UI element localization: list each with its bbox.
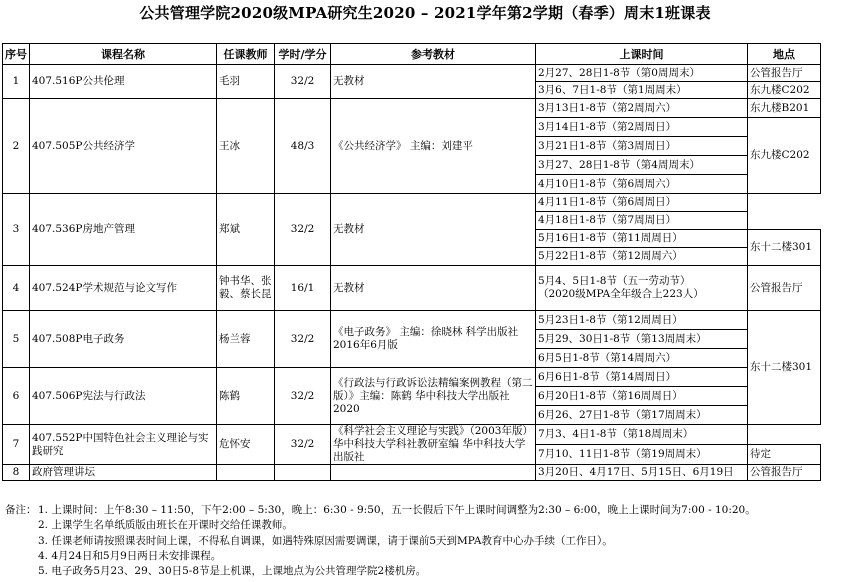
class-time-line: （2020级MPA全年级合上223人） <box>538 288 704 300</box>
course-teacher: 钟书华、张毅、蔡长昆 <box>217 266 275 311</box>
note-item <box>5 534 845 549</box>
course-textbook: 无教材 <box>331 266 536 311</box>
course-name: 政府管理讲坛 <box>30 465 217 481</box>
course-no: 2 <box>3 99 30 194</box>
table-row <box>3 425 821 445</box>
course-name: 407.516P公共伦理 <box>30 65 217 99</box>
class-time: 4月10日1-8节（第6周周六） <box>536 175 748 194</box>
course-teacher: 危怀安 <box>217 425 275 465</box>
course-teacher: 毛羽 <box>217 65 275 99</box>
note-text: 5. 电子政务5月23、29、30日5-8节是上机课，上课地点为公共管理学院2楼机房。 <box>38 565 427 578</box>
course-name: 407.524P学术规范与论文写作 <box>30 266 217 311</box>
course-hours: 32/2 <box>275 425 331 465</box>
course-hours: 16/1 <box>275 266 331 311</box>
course-hours: 32/2 <box>275 311 331 368</box>
schedule-table <box>2 43 821 481</box>
location-cell: 公管报告厅 <box>748 65 821 82</box>
class-time: 5月16日1-8节（第11周周日） <box>536 230 748 248</box>
class-time: 5月22日1-8节（第12周周六） <box>536 248 748 266</box>
header-teacher: 任课教师 <box>217 44 275 65</box>
course-teacher: 王冰 <box>217 99 275 194</box>
class-time: 7月10、11日1-8节（第19周周末） <box>536 445 748 465</box>
header-textbook: 参考教材 <box>331 44 536 65</box>
class-time: 3月27、28日1-8节（第4周周末） <box>536 156 748 175</box>
header-no: 序号 <box>3 44 30 65</box>
course-teacher: 杨兰蓉 <box>217 311 275 368</box>
course-no: 7 <box>3 425 30 465</box>
header-course-name: 课程名称 <box>30 44 217 65</box>
course-textbook: 无教材 <box>331 65 536 99</box>
course-no: 3 <box>3 194 30 266</box>
class-time: 4月18日1-8节（第7周周日） <box>536 212 748 230</box>
note-text: 4. 4月24日和5月9日两日未安排课程。 <box>38 549 222 562</box>
class-time: 5月29、30日1-8节（第13周周末） <box>536 330 748 349</box>
class-time: 6月20日1-8节（第16周周日） <box>536 387 748 406</box>
course-no: 6 <box>3 368 30 425</box>
class-time: 7月3、4日1-8节（第18周周末） <box>536 425 748 445</box>
table-row <box>3 368 821 387</box>
notes-section <box>5 503 845 579</box>
note-item <box>5 564 845 579</box>
course-textbook: 《行政法与行政诉讼法精编案例教程（第二版）》主编：陈鹤 华中科技大学出版社 2020 <box>331 368 536 425</box>
header-class-time: 上课时间 <box>536 44 748 65</box>
course-hours: 32/2 <box>275 194 331 266</box>
course-textbook: 无教材 <box>331 194 536 266</box>
location-cell: 东十二楼301 <box>748 230 821 266</box>
class-time <box>536 266 748 311</box>
course-textbook <box>331 465 536 481</box>
schedule-title: 公共管理学院2020级MPA研究生2020 – 2021学年第2学期（春季）周末1班课表 <box>139 4 711 22</box>
header-hours-credits: 学时/学分 <box>275 44 331 65</box>
class-time: 4月11日1-8节（第6周周日） <box>536 194 748 212</box>
course-teacher: 陈鹤 <box>217 368 275 425</box>
course-no: 8 <box>3 465 30 481</box>
course-name: 407.552P中国特色社会主义理论与实践研究 <box>30 425 217 465</box>
location-cell: 东十二楼301 <box>748 311 821 425</box>
class-time: 2月27、28日1-8节（第0周周末） <box>536 65 748 82</box>
header-row <box>3 44 821 65</box>
course-hours: 32/2 <box>275 65 331 99</box>
location-cell: 东九楼B201 <box>748 99 821 118</box>
location-cell: 东九楼C202 <box>748 118 821 194</box>
class-time: 3月14日1-8节（第2周周日） <box>536 118 748 137</box>
course-textbook: 《电子政务》 主编：徐晓林 科学出版社 2016年6月版 <box>331 311 536 368</box>
course-name: 407.508P电子政务 <box>30 311 217 368</box>
note-text: 3. 任课老师请按照课表时间上课，不得私自调课，如遇特殊原因需要调课，请于课前5天到MPA教育中心办手续（工作日）。 <box>38 534 613 547</box>
course-teacher <box>217 465 275 481</box>
class-time: 5月23日1-8节（第12周周日） <box>536 311 748 330</box>
note-item <box>5 518 845 533</box>
note-item <box>5 503 845 518</box>
course-name: 407.536P房地产管理 <box>30 194 217 266</box>
course-hours: 32/2 <box>275 368 331 425</box>
course-textbook: 《公共经济学》 主编：刘建平 <box>331 99 536 194</box>
course-teacher: 郑斌 <box>217 194 275 266</box>
location-cell: 东九楼C202 <box>748 82 821 99</box>
course-textbook: 《科学社会主义理论与实践》（2003年版） 华中科技大学科社教研室编 华中科技大学出版社 <box>331 425 536 465</box>
note-text: 1. 上课时间：上午8:30 – 11:50，下午2:00 – 5:30，晚上：6:30 - 9:50，五一长假后下午上课时间调整为2:30 – 6:00，晚上上课时间为7:00 - 10:20。 <box>38 504 756 516</box>
table-row <box>3 266 821 311</box>
table-row <box>3 465 821 481</box>
table-row <box>3 65 821 82</box>
course-no: 5 <box>3 311 30 368</box>
class-time-line: 5月4、5日1-8节（五一劳动节） <box>538 275 691 287</box>
course-no: 1 <box>3 65 30 99</box>
location-cell: 公管报告厅 <box>748 465 821 481</box>
course-hours <box>275 465 331 481</box>
location-cell: 公管报告厅 <box>748 266 821 311</box>
class-time: 3月20日、4月17日、5月15日、6月19日 <box>536 465 748 481</box>
course-name: 407.506P宪法与行政法 <box>30 368 217 425</box>
course-no: 4 <box>3 266 30 311</box>
class-time: 3月13日1-8节（第2周周六） <box>536 99 748 118</box>
course-name: 407.505P公共经济学 <box>30 99 217 194</box>
class-time: 6月26、27日1-8节（第17周周末） <box>536 406 748 425</box>
table-row <box>3 99 821 118</box>
course-hours: 48/3 <box>275 99 331 194</box>
class-time: 3月6、7日1-8节（第1周周末） <box>536 82 748 99</box>
note-text: 2. 上课学生名单纸质版由班长在开课时交给任课教师。 <box>38 519 293 532</box>
table-row <box>3 194 821 212</box>
notes-prefix: 备注： <box>5 504 37 516</box>
class-time: 3月21日1-8节（第3周周日） <box>536 137 748 156</box>
header-location: 地点 <box>748 44 821 65</box>
class-time: 6月6日1-8节（第14周周日） <box>536 368 748 387</box>
note-item <box>5 549 845 564</box>
location-cell: 待定 <box>748 445 821 465</box>
class-time: 6月5日1-8节（第14周周六） <box>536 349 748 368</box>
table-row <box>3 311 821 330</box>
